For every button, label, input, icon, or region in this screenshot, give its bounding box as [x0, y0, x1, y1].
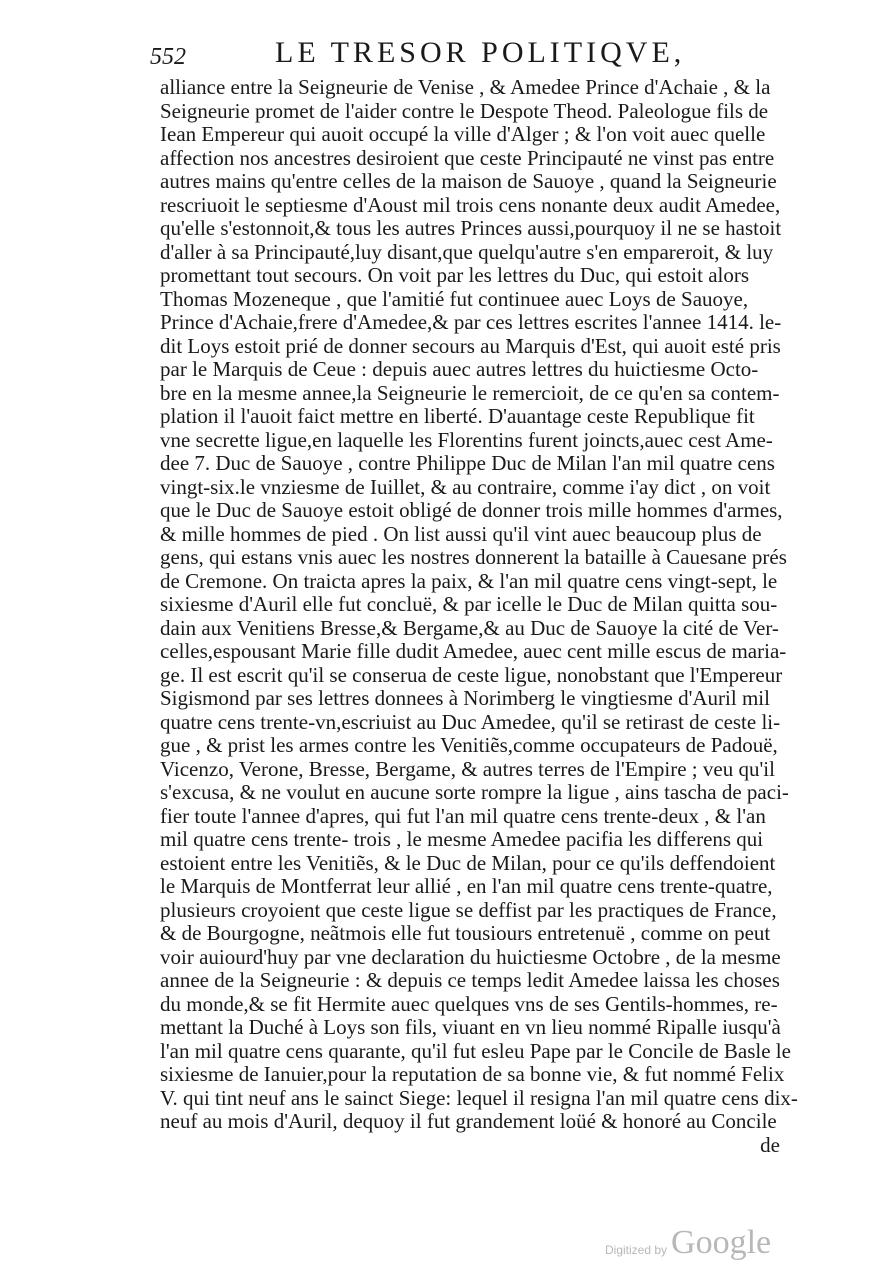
text-line: l'an mil quatre cens quarante, qu'il fut esleu Pape par le Concile de Basle le [160, 1038, 791, 1063]
text-line: alliance entre la Seigneurie de Venise , & Amedee Prince d'Achaie , & la [160, 75, 771, 99]
text-line: gens, qui estans vnis auec les nostres donnerent la bataille à Cauesane prés [160, 545, 787, 569]
text-line: bre en la mesme annee,la Seigneurie le remercioit, de ce qu'en sa contem- [160, 380, 780, 405]
text-line: fier toute l'annee d'apres, qui fut l'an mil quatre cens trente-deux , & l'an [160, 803, 766, 828]
text-line: neuf au mois d'Auril, dequoy il fut grandement loüé & honoré au Concile [160, 1109, 777, 1133]
text-line: dain aux Venitiens Bresse,& Bergame,& au Duc de Sauoye la cité de Ver- [160, 615, 779, 640]
text-line: plation il l'auoit faict mettre en liberté. D'auantage ceste Republique fit [160, 404, 755, 428]
text-line: ge. Il est escrit qu'il se conserua de ceste ligue, nonobstant que l'Empereur [160, 662, 783, 687]
text-line: par le Marquis de Ceue : depuis auec autres lettres du huictiesme Octo- [160, 357, 759, 381]
text-line: vne secrette ligue,en laquelle les Florentins furent joincts,auec cest Ame- [160, 427, 773, 452]
text-line: Seigneurie promet de l'aider contre le Despote Theod. Paleologue fils de [160, 98, 769, 123]
text-line: V. qui tint neuf ans le sainct Siege: lequel il resigna l'an mil quatre cens dix- [160, 1085, 798, 1110]
text-line: promettant tout secours. On voit par les lettres du Duc, qui estoit alors [160, 263, 750, 287]
text-line: de Cremone. On traicta apres la paix, & l'an mil quatre cens vingt-sept, le [160, 568, 778, 593]
text-line: plusieurs croyoient que ceste ligue se deffist par les practiques de France, [160, 897, 777, 922]
text-line: rescriuoit le septiesme d'Aoust mil trois cens nonante deux audit Amedee, [160, 192, 781, 217]
page-header [150, 36, 790, 76]
page-number: 552 [150, 44, 186, 70]
text-line: qu'elle s'estonnoit,& tous les autres Princes aussi,pourquoy il ne se hastoit [160, 216, 782, 240]
text-line: quatre cens trente-vn,escriuist au Duc Amedee, qu'il se retirast de ceste li- [160, 709, 781, 734]
body-text [160, 75, 798, 1157]
text-line: celles,espousant Marie fille dudit Amedee, auec cent mille escus de maria- [160, 639, 787, 663]
text-line: dee 7. Duc de Sauoye , contre Philippe Duc de Milan l'an mil quatre cens [160, 451, 775, 475]
text-line: sixiesme de Ianuier,pour la reputation de sa bonne vie, & fut nommé Felix [160, 1062, 785, 1086]
text-line: du monde,& se fit Hermite auec quelques vns de ses Gentils-hommes, re- [160, 991, 778, 1016]
text-line: que le Duc de Sauoye estoit obligé de donner trois mille hommes d'armes, [160, 498, 783, 522]
text-line: annee de la Seigneurie : & depuis ce temps ledit Amedee laissa les choses [160, 968, 780, 992]
text-line: Prince d'Achaie,frere d'Amedee,& par ces lettres escrites l'annee 1414. le- [160, 310, 782, 334]
digitized-watermark [605, 1222, 805, 1262]
text-line: Sigismond par ses lettres donnees à Norimberg le vingtiesme d'Auril mil [160, 686, 770, 710]
catchword: de [760, 1132, 780, 1157]
text-line: & mille hommes de pied . On list aussi qu'il vint auec beaucoup plus de [160, 521, 762, 546]
text-line: voir auiourd'huy par vne declaration du huictiesme Octobre , de la mesme [160, 944, 781, 969]
text-line: le Marquis de Montferrat leur allié , en l'an mil quatre cens trente-quatre, [160, 874, 773, 898]
text-line: Thomas Mozeneque , que l'amitié fut continuee auec Loys de Sauoye, [160, 286, 749, 311]
text-line: sixiesme d'Auril elle fut concluë, & par icelle le Duc de Milan quitta sou- [160, 592, 778, 616]
text-line: vingt-six.le vnziesme de Iuillet, & au contraire, comme i'ay dict , on voit [160, 474, 771, 499]
text-line: gue , & prist les armes contre les Venitiẽs,comme occupateurs de Padouë, [160, 733, 778, 757]
text-line: autres mains qu'entre celles de la maison de Sauoye , quand la Seigneurie [160, 169, 777, 193]
text-line: s'excusa, & ne voulut en aucune sorte rompre la ligue , ains tascha de paci- [160, 780, 789, 804]
text-line: mil quatre cens trente- trois , le mesme Amedee pacifia les differens qui [160, 827, 764, 851]
google-logo: Google [671, 1224, 772, 1261]
running-title: LE TRESOR POLITIQVE, [275, 36, 686, 69]
text-line: d'aller à sa Principauté,luy disant,que quelqu'autre s'en empareroit, & luy [160, 239, 774, 264]
text-line: & de Bourgogne, neãtmois elle fut tousiours entretenuë , comme on peut [160, 921, 771, 945]
text-line: mettant la Duché à Loys son fils, viuant en vn lieu nommé Ripalle iusqu'à [160, 1015, 781, 1039]
text-line: estoient entre les Venitiẽs, & le Duc de Milan, pour ce qu'ils deffendoient [160, 850, 776, 875]
text-line: Iean Empereur qui auoit occupé la ville d'Alger ; & l'on voit auec quelle [160, 122, 766, 146]
text-line: dit Loys estoit prié de donner secours au Marquis d'Est, qui auoit esté pris [160, 333, 781, 358]
text-line: affection nos ancestres desiroient que ceste Principauté ne vinst pas entre [160, 145, 775, 170]
text-line: Vicenzo, Verone, Bresse, Bergame, & autres terres de l'Empire ; veu qu'il [160, 756, 775, 781]
watermark-prefix: Digitized by [605, 1243, 668, 1257]
